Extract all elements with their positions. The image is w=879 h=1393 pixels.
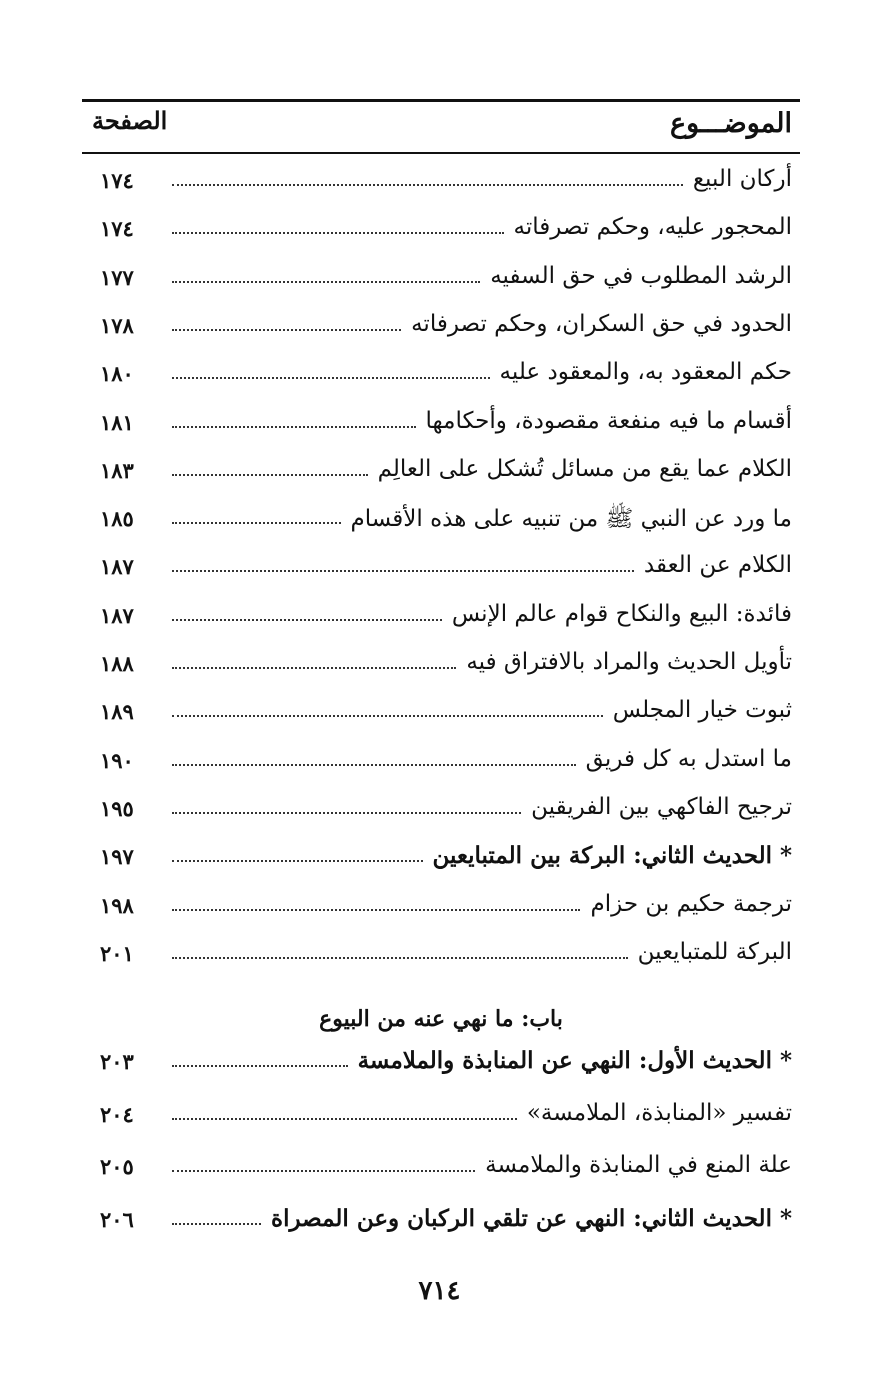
toc-entry — [92, 937, 792, 977]
entry-title: الكلام عن العقد — [643, 552, 792, 579]
toc-entry — [92, 502, 792, 542]
entry-page-number: ١٨٧ — [100, 554, 134, 580]
entry-page-number: ١٩٠ — [100, 747, 134, 773]
entry-page-number: ١٩٧ — [100, 844, 134, 870]
dot-leader — [172, 522, 341, 524]
page-column-label: الصفحة — [92, 106, 168, 135]
toc-entry — [92, 889, 792, 929]
entry-title: فائدة: البيع والنكاح قوام عالم الإنس — [451, 600, 792, 627]
entry-title: أركان البيع — [692, 166, 792, 192]
entry-page-number: ٢٠٥ — [100, 1154, 134, 1179]
entry-page-number: ٢٠٤ — [100, 1101, 134, 1127]
toc-entry — [92, 261, 792, 301]
dot-leader — [172, 474, 368, 476]
toc-entry — [92, 309, 792, 349]
entry-page-number: ١٨٠ — [100, 361, 134, 387]
toc-entry — [92, 599, 792, 639]
dot-leader — [172, 619, 442, 621]
toc-entry — [92, 1150, 792, 1190]
toc-entry — [92, 212, 792, 252]
dot-leader — [172, 377, 490, 379]
toc-entry — [92, 792, 792, 832]
toc-entry — [92, 550, 792, 590]
dot-leader — [172, 764, 576, 766]
entry-title: الحدود في حق السكران، وحكم تصرفاته — [411, 310, 792, 337]
toc-entry — [92, 695, 792, 735]
dot-leader — [172, 715, 603, 717]
entry-title: ما استدل به كل فريق — [585, 745, 792, 772]
header-top-rule — [82, 99, 800, 102]
toc-entry — [92, 357, 792, 397]
entry-page-number: ١٧٤ — [100, 168, 134, 193]
entry-page-number: ١٧٧ — [100, 264, 134, 290]
entry-page-number: ١٧٤ — [100, 216, 134, 242]
subject-column-label: الموضـــوع — [669, 108, 792, 139]
entry-page-number: ١٩٥ — [100, 795, 134, 821]
dot-leader — [172, 232, 504, 234]
toc-entry — [92, 744, 792, 784]
toc-entry — [92, 647, 792, 687]
dot-leader — [172, 957, 628, 959]
entry-title: الرشد المطلوب في حق السفيه — [490, 262, 792, 289]
toc-entry — [92, 164, 792, 204]
dot-leader — [172, 1170, 475, 1172]
dot-leader — [172, 570, 634, 572]
entry-page-number: ٢٠٣ — [100, 1049, 134, 1074]
section-heading: باب: ما نهي عنه من البيوع — [319, 1006, 563, 1032]
toc-entry — [92, 840, 792, 880]
toc-header — [82, 104, 800, 148]
dot-leader — [172, 860, 423, 862]
toc-entry — [92, 454, 792, 494]
entry-page-number: ٢٠١ — [100, 940, 134, 966]
page-number: ٧١٤ — [418, 1276, 461, 1306]
toc-entry — [92, 1203, 792, 1243]
dot-leader — [172, 1223, 261, 1225]
entry-page-number: ١٨١ — [100, 409, 134, 435]
entry-title: ما ورد عن النبي ﷺ من تنبيه على هذه الأقسام — [350, 506, 792, 533]
entry-title: علة المنع في المنابذة والملامسة — [485, 1152, 792, 1178]
entry-page-number: ١٨٣ — [100, 457, 134, 483]
entry-title: ترجيح الفاكهي بين الفريقين — [531, 793, 792, 820]
entry-title: تفسير «المنابذة، الملامسة» — [526, 1099, 792, 1126]
dot-leader — [172, 329, 401, 331]
entry-title: * الحديث الثاني: البركة بين المتبايعين — [432, 842, 792, 870]
dot-leader — [172, 1118, 517, 1120]
entry-title: ترجمة حكيم بن حزام — [590, 890, 792, 917]
entry-title: * الحديث الأول: النهي عن المنابذة والملامسة — [357, 1047, 792, 1074]
entry-page-number: ٢٠٦ — [100, 1206, 134, 1232]
dot-leader — [172, 1065, 348, 1067]
entry-title: حكم المعقود به، والمعقود عليه — [499, 359, 792, 386]
dot-leader — [172, 812, 521, 814]
toc-entry — [92, 1045, 792, 1085]
toc-entry — [92, 406, 792, 446]
dot-leader — [172, 667, 456, 669]
dot-leader — [172, 909, 580, 911]
entry-page-number: ١٨٨ — [100, 651, 134, 676]
entry-page-number: ١٨٩ — [100, 699, 134, 725]
entry-title: المحجور عليه، وحكم تصرفاته — [513, 214, 792, 241]
entry-title: الكلام عما يقع من مسائل تُشكل على العالِم — [377, 455, 792, 482]
dot-leader — [172, 426, 416, 428]
entry-page-number: ١٨٥ — [100, 506, 134, 532]
entry-title: البركة للمتبايعين — [637, 938, 792, 965]
entry-title: * الحديث الثاني: النهي عن تلقي الركبان وعن المصراة — [271, 1204, 792, 1232]
entry-title: تأويل الحديث والمراد بالافتراق فيه — [466, 649, 792, 675]
toc-entry — [92, 1098, 792, 1138]
dot-leader — [172, 281, 480, 283]
header-bottom-rule — [82, 152, 800, 154]
entry-page-number: ١٧٨ — [100, 312, 134, 338]
entry-page-number: ١٨٧ — [100, 602, 134, 628]
entry-title: أقسام ما فيه منفعة مقصودة، وأحكامها — [425, 407, 792, 434]
entry-title: ثبوت خيار المجلس — [612, 697, 792, 724]
dot-leader — [172, 184, 683, 186]
entry-page-number: ١٩٨ — [100, 892, 134, 918]
